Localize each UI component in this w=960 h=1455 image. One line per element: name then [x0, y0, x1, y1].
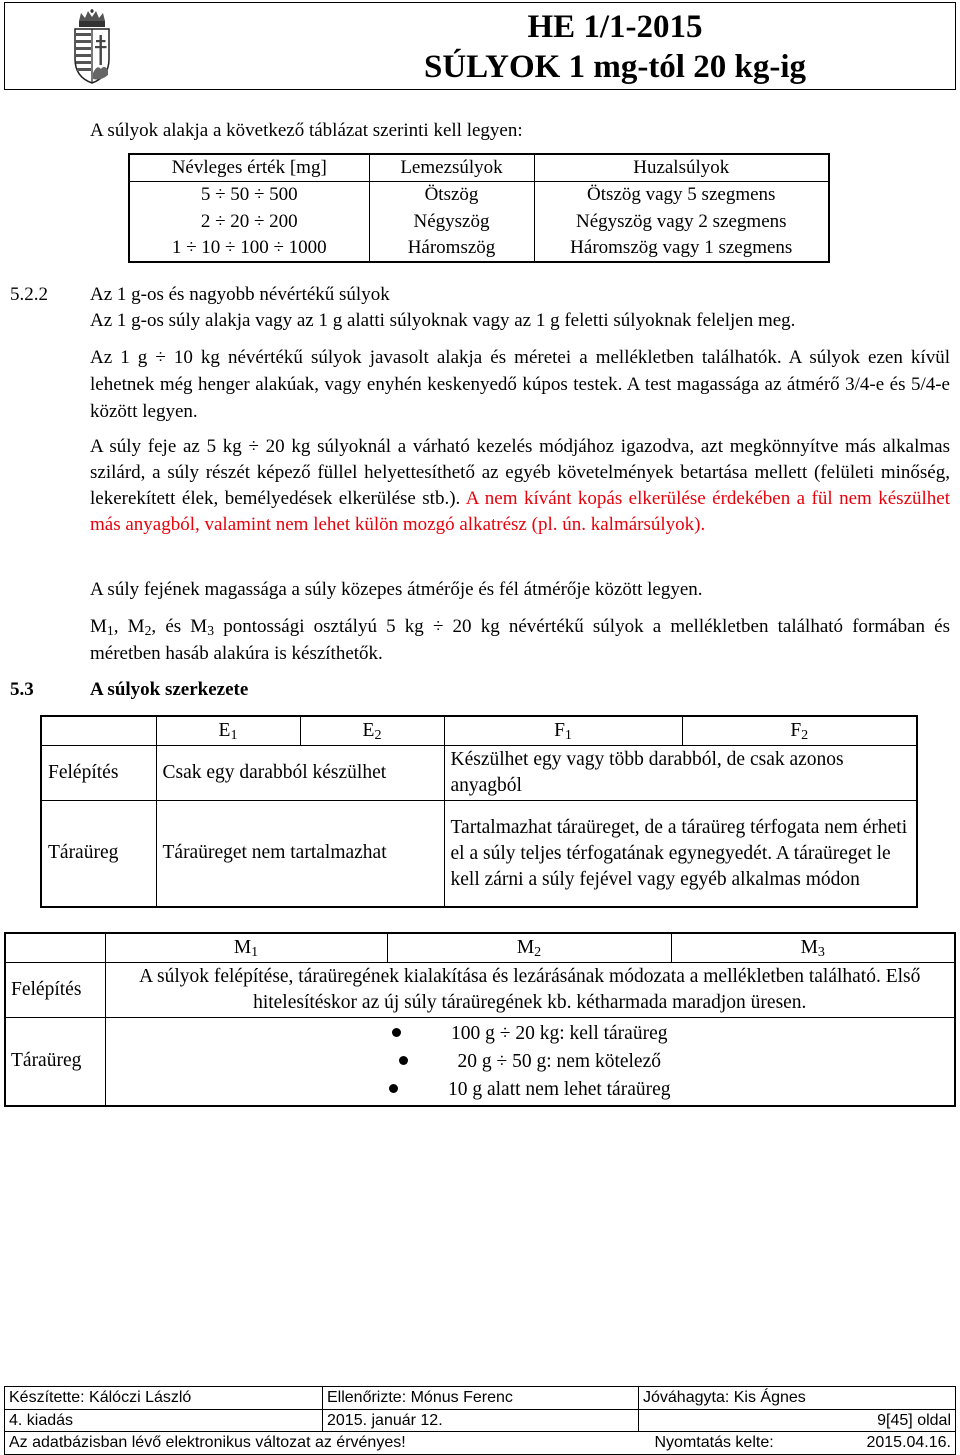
bullet-icon — [389, 1084, 398, 1093]
text-fragment: , és M — [151, 616, 208, 637]
document-title: SÚLYOK 1 mg-tól 20 kg-ig — [424, 49, 806, 85]
table-header-row — [41, 716, 917, 746]
row-label: Táraüreg — [41, 801, 156, 907]
subscript: 2 — [144, 623, 152, 638]
table-header-cell — [105, 933, 387, 963]
table-row — [129, 208, 829, 235]
empty-corner-cell — [41, 716, 156, 746]
paragraph: Az 1 g ÷ 10 kg névértékű súlyok javasolt alakja és méretei a mellékletben találhatók. A súlyok ezen kívül lehetnek még henger alakúak, vagy enyhén keskenyedő kúpos testek. A test magassága az átmérő 3/4-e és 5/4-e között legyen. — [90, 347, 950, 422]
approved-by: Jóváhagyta: Kis Ágnes — [639, 1387, 956, 1410]
section-number: 5.3 — [10, 679, 34, 700]
table-header-cell: Névleges érték [mg] — [129, 154, 369, 181]
page-number: 9[45] oldal — [639, 1409, 956, 1432]
tara-cavity-list — [111, 1020, 950, 1104]
subscript: 1 — [251, 944, 259, 961]
table-cell: Ötszög — [369, 181, 534, 208]
structure-table-e-f — [40, 715, 918, 908]
table-header-row — [129, 154, 829, 181]
row-label: Táraüreg — [5, 1018, 105, 1106]
footer-row — [5, 1387, 956, 1410]
text-fragment: , M — [113, 616, 145, 637]
paragraph: Az 1 g-os súly alakja vagy az 1 g alatti súlyoknak vagy az 1 g feletti súlyoknak feleljen meg. — [90, 310, 796, 331]
validity-note: Az adatbázisban lévő elektronikus változat az érvényes! — [5, 1432, 639, 1455]
empty-corner-cell — [5, 933, 105, 963]
table-cell — [105, 1018, 955, 1106]
list-item-text: 100 g ÷ 20 kg: kell táraüreg — [451, 1022, 668, 1044]
table-header-cell — [671, 933, 955, 963]
row-label: Felépítés — [5, 963, 105, 1018]
subscript: 1 — [106, 623, 114, 638]
paragraph — [90, 613, 950, 667]
subscript: 1 — [564, 727, 572, 744]
checked-by: Ellenőrizte: Mónus Ferenc — [323, 1387, 639, 1410]
subscript: 2 — [374, 727, 382, 744]
header-base: M — [233, 937, 252, 958]
header-base: E — [362, 720, 375, 741]
prepared-by: Készítette: Kálóczi László — [5, 1387, 323, 1410]
table-cell: 1 ÷ 10 ÷ 100 ÷ 1000 — [129, 235, 369, 262]
footer-row — [5, 1409, 956, 1432]
table-header-cell — [387, 933, 671, 963]
header-base: M — [516, 937, 535, 958]
footer-row — [5, 1432, 956, 1455]
table-cell: Ötszög vagy 5 szegmens — [534, 181, 829, 208]
header-base: F — [790, 720, 802, 741]
list-item — [111, 1076, 950, 1104]
header-base: M — [800, 937, 818, 958]
section-title: A súlyok szerkezete — [90, 679, 249, 700]
table-cell: Tartalmazhat táraüreget, de a táraüreg térfogata nem érheti el a súly teljes térfogatának egynegyedét. A táraüreget le kell zárni a súly fejével vagy egyéb alkalmas módon — [444, 801, 917, 907]
document-footer — [4, 1386, 956, 1455]
subscript: 1 — [230, 727, 238, 744]
row-label: Felépítés — [41, 746, 156, 801]
table-header-cell — [300, 716, 444, 746]
table-cell: Négyszög vagy 2 szegmens — [534, 208, 829, 235]
table-header-row — [5, 933, 955, 963]
table-header-cell — [444, 716, 682, 746]
paragraph-text: A súly feje az 5 kg ÷ 20 kg súlyoknál a várható kezelés módjához igazodva, azt megkönnyítve más alkalmas szilárd, a súly részét képező füllel helyettesíthető az egyéb követelmények betartása mellett (felületi minőség, lekerekített élek, bemélyedések elkerülése stb.). — [90, 436, 950, 509]
table-cell: Csak egy darabból készülhet — [156, 746, 444, 801]
text-fragment: pontossági osztályú 5 kg ÷ 20 kg névértékű súlyok a mellékletben található formában és méretben hasáb alakúra is készíthetők. — [90, 616, 950, 664]
table-row — [129, 181, 829, 208]
table-cell: Táraüreget nem tartalmazhat — [156, 801, 444, 907]
document-header — [4, 2, 956, 90]
table-cell: A súlyok felépítése, táraüregének kialakítása és lezárásának módozata a mellékletben található. Első hitelesítéskor az új súly táraüregének kb. kétharmada maradjon üresen. — [105, 963, 955, 1018]
header-base: E — [218, 720, 231, 741]
issue-date: 2015. január 12. — [323, 1409, 639, 1432]
table-cell: Háromszög — [369, 235, 534, 262]
table-header-cell: Huzalsúlyok — [534, 154, 829, 181]
subscript: 2 — [534, 944, 542, 961]
table-header-cell: Lemezsúlyok — [369, 154, 534, 181]
table-cell: Háromszög vagy 1 szegmens — [534, 235, 829, 262]
section-title: Az 1 g-os és nagyobb névértékű súlyok — [90, 284, 390, 305]
subscript: 3 — [207, 623, 215, 638]
table-row — [41, 746, 917, 801]
list-item — [111, 1020, 950, 1048]
table-row — [5, 1018, 955, 1106]
text-fragment: M — [90, 616, 107, 637]
hungarian-coat-of-arms-icon — [71, 9, 113, 85]
table-header-cell — [682, 716, 917, 746]
highlighted-text: A nem kívánt kopás elkerülése érdekében a fül nem készülhet más anyagból, valamint nem lehet külön mozgó alkatrész (pl. ún. kalmársúlyok). — [90, 488, 951, 535]
edition: 4. kiadás — [5, 1409, 323, 1432]
table-cell: Négyszög — [369, 208, 534, 235]
document-code: HE 1/1-2015 — [527, 9, 703, 45]
bullet-icon — [399, 1056, 408, 1065]
section-number: 5.2.2 — [10, 284, 48, 305]
table-cell: 2 ÷ 20 ÷ 200 — [129, 208, 369, 235]
list-item-text: 10 g alatt nem lehet táraüreg — [447, 1078, 671, 1100]
shape-table — [128, 153, 830, 263]
list-item-text: 20 g ÷ 50 g: nem kötelező — [457, 1050, 661, 1072]
intro-text: A súlyok alakja a következő táblázat szerinti kell legyen: — [90, 120, 523, 141]
table-cell: 5 ÷ 50 ÷ 500 — [129, 181, 369, 208]
table-header-cell — [156, 716, 300, 746]
structure-table-m — [4, 932, 956, 1107]
table-row — [41, 801, 917, 907]
print-date-label: Nyomtatás kelte: — [639, 1432, 829, 1455]
list-item — [111, 1048, 950, 1076]
bullet-icon — [392, 1028, 401, 1037]
table-row — [129, 235, 829, 262]
subscript: 3 — [817, 944, 825, 961]
paragraph: A súly fejének magassága a súly közepes átmérője és fél átmérője között legyen. — [90, 579, 703, 600]
paragraph — [90, 434, 950, 538]
print-date: 2015.04.16. — [828, 1432, 955, 1455]
table-cell: Készülhet egy vagy több darabból, de csak azonos anyagból — [444, 746, 917, 801]
table-row — [5, 963, 955, 1018]
header-base: F — [554, 720, 565, 741]
subscript: 2 — [801, 727, 809, 744]
